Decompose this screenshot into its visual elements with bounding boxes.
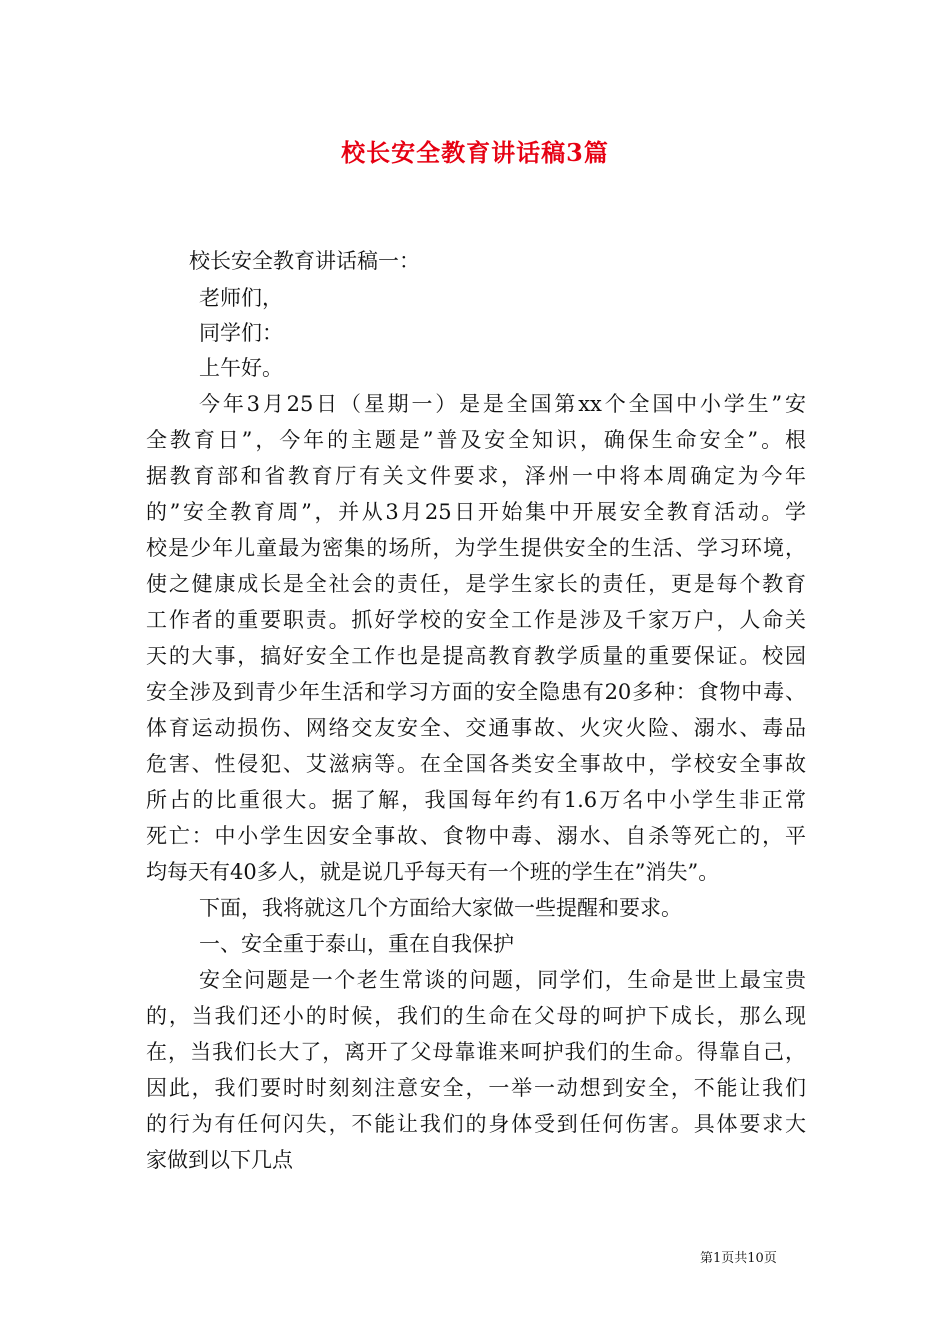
section-heading: 校长安全教育讲话稿一： [189, 249, 420, 273]
paragraph-line: 今年3月25日（星期一）是是全国第xx个全国中小学生”安 [199, 392, 806, 416]
paragraph-line: 的行为有任何闪失，不能让我们的身体受到任何伤害。具体要求大 [146, 1112, 806, 1136]
paragraph-line: 据教育部和省教育厅有关文件要求，泽州一中将本周确定为今年 [146, 464, 806, 488]
paragraph-line: 天的大事，搞好安全工作也是提高教育教学质量的重要保证。校园 [146, 644, 806, 668]
paragraph-line: 安全问题是一个老生常谈的问题，同学们，生命是世上最宝贵 [199, 968, 806, 992]
paragraph-line: 安全涉及到青少年生活和学习方面的安全隐患有20多种：食物中毒、 [146, 680, 806, 704]
paragraph-line: 体育运动损伤、网络交友安全、交通事故、火灾火险、溺水、毒品 [146, 716, 806, 740]
paragraph-line: 工作者的重要职责。抓好学校的安全工作是涉及千家万户，人命关 [146, 608, 806, 632]
paragraph-line: 家做到以下几点 [146, 1148, 293, 1172]
paragraph-line: 均每天有40多人，就是说几乎每天有一个班的学生在”消失”。 [146, 860, 720, 884]
paragraph-line: 因此，我们要时时刻刻注意安全，一举一动想到安全，不能让我们 [146, 1076, 806, 1100]
paragraph-line: 全教育日”，今年的主题是”普及安全知识，确保生命安全”。根 [146, 428, 806, 452]
paragraph-line: 使之健康成长是全社会的责任，是学生家长的责任，更是每个教育 [146, 572, 806, 596]
subheading-one: 一、安全重于泰山，重在自我保护 [199, 932, 514, 956]
paragraph-line: 的”安全教育周”，并从3月25日开始集中开展安全教育活动。学 [146, 500, 806, 524]
greeting-morning: 上午好。 [199, 356, 283, 380]
paragraph-line: 所占的比重很大。据了解，我国每年约有1.6万名中小学生非正常 [146, 788, 806, 812]
paragraph-line: 校是少年儿童最为密集的场所，为学生提供安全的生活、学习环境， [146, 536, 806, 560]
greeting-teachers: 老师们， [199, 286, 283, 310]
paragraph-line: 死亡：中小学生因安全事故、食物中毒、溺水、自杀等死亡的，平 [146, 824, 806, 848]
document-title: 校长安全教育讲话稿3篇 [341, 138, 609, 167]
paragraph-line: 危害、性侵犯、艾滋病等。在全国各类安全事故中，学校安全事故 [146, 752, 806, 776]
page-footer: 第1页共10页 [700, 1251, 777, 1266]
paragraph-line: 在，当我们长大了，离开了父母靠谁来呵护我们的生命。得靠自己， [146, 1040, 806, 1064]
greeting-students: 同学们： [199, 321, 283, 345]
paragraph-line: 的，当我们还小的时候，我们的生命在父母的呵护下成长，那么现 [146, 1004, 806, 1028]
transition-line: 下面，我将就这几个方面给大家做一些提醒和要求。 [199, 896, 682, 920]
